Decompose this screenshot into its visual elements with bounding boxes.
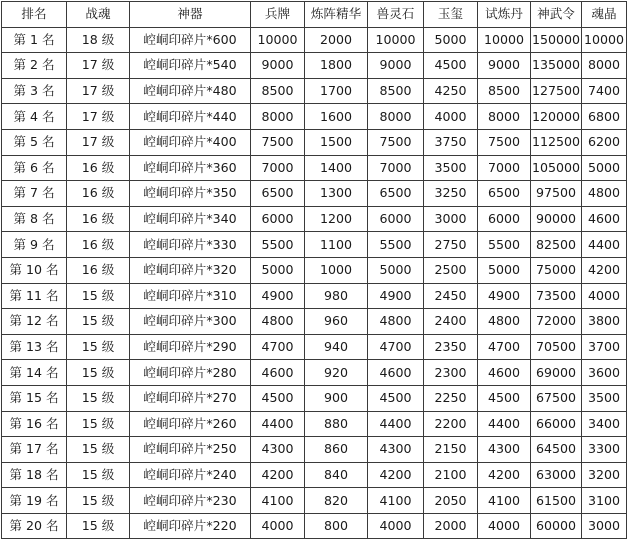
cell-battle-soul: 16 级 [67,232,130,258]
cell-artifact: 崆峒印碎片*250 [130,437,251,463]
cell-trial-pill: 6000 [478,206,531,232]
cell-soldier-token: 4900 [251,283,305,309]
cell-beast-spirit-stone: 4200 [368,462,424,488]
cell-beast-spirit-stone: 4100 [368,488,424,514]
cell-divine-order: 64500 [531,437,582,463]
cell-jade-seal: 3000 [424,206,478,232]
cell-soul-crystal: 3300 [582,437,627,463]
table-row [2,437,627,463]
cell-formation-essence: 1300 [305,181,368,207]
table-row [2,513,627,539]
cell-trial-pill: 4400 [478,411,531,437]
cell-soldier-token: 4700 [251,334,305,360]
cell-soldier-token: 4200 [251,462,305,488]
cell-beast-spirit-stone: 5500 [368,232,424,258]
cell-trial-pill: 4000 [478,513,531,539]
cell-jade-seal: 5000 [424,27,478,53]
cell-battle-soul: 17 级 [67,78,130,104]
cell-trial-pill: 4800 [478,309,531,335]
cell-soldier-token: 4100 [251,488,305,514]
cell-formation-essence: 920 [305,360,368,386]
cell-rank: 第 3 名 [2,78,67,104]
cell-rank: 第 12 名 [2,309,67,335]
cell-rank: 第 2 名 [2,53,67,79]
cell-rank: 第 14 名 [2,360,67,386]
cell-rank: 第 4 名 [2,104,67,130]
cell-soldier-token: 7500 [251,129,305,155]
cell-soldier-token: 8000 [251,104,305,130]
cell-soul-crystal: 6200 [582,129,627,155]
cell-rank: 第 9 名 [2,232,67,258]
cell-soul-crystal: 3200 [582,462,627,488]
cell-artifact: 崆峒印碎片*320 [130,257,251,283]
table-row [2,104,627,130]
cell-formation-essence: 900 [305,385,368,411]
cell-beast-spirit-stone: 8000 [368,104,424,130]
header-rank: 排名 [2,2,67,28]
cell-battle-soul: 15 级 [67,360,130,386]
cell-rank: 第 5 名 [2,129,67,155]
cell-battle-soul: 17 级 [67,104,130,130]
cell-divine-order: 72000 [531,309,582,335]
cell-rank: 第 1 名 [2,27,67,53]
cell-beast-spirit-stone: 4400 [368,411,424,437]
cell-beast-spirit-stone: 4900 [368,283,424,309]
cell-soldier-token: 4800 [251,309,305,335]
cell-artifact: 崆峒印碎片*350 [130,181,251,207]
cell-beast-spirit-stone: 6500 [368,181,424,207]
cell-jade-seal: 2750 [424,232,478,258]
cell-divine-order: 90000 [531,206,582,232]
cell-soldier-token: 5500 [251,232,305,258]
cell-divine-order: 97500 [531,181,582,207]
cell-rank: 第 7 名 [2,181,67,207]
table-row [2,155,627,181]
cell-formation-essence: 1800 [305,53,368,79]
cell-jade-seal: 2350 [424,334,478,360]
cell-artifact: 崆峒印碎片*290 [130,334,251,360]
cell-trial-pill: 4600 [478,360,531,386]
cell-artifact: 崆峒印碎片*360 [130,155,251,181]
cell-artifact: 崆峒印碎片*340 [130,206,251,232]
cell-trial-pill: 7500 [478,129,531,155]
cell-formation-essence: 820 [305,488,368,514]
cell-trial-pill: 6500 [478,181,531,207]
cell-rank: 第 6 名 [2,155,67,181]
cell-beast-spirit-stone: 4300 [368,437,424,463]
cell-soul-crystal: 10000 [582,27,627,53]
cell-rank: 第 13 名 [2,334,67,360]
cell-soul-crystal: 3500 [582,385,627,411]
cell-battle-soul: 16 级 [67,155,130,181]
header-jade-seal: 玉玺 [424,2,478,28]
header-divine-order: 神武令 [531,2,582,28]
table-row [2,129,627,155]
cell-soldier-token: 4500 [251,385,305,411]
cell-jade-seal: 3500 [424,155,478,181]
cell-soldier-token: 4400 [251,411,305,437]
cell-battle-soul: 15 级 [67,334,130,360]
cell-divine-order: 61500 [531,488,582,514]
cell-artifact: 崆峒印碎片*480 [130,78,251,104]
cell-jade-seal: 4500 [424,53,478,79]
cell-rank: 第 17 名 [2,437,67,463]
cell-battle-soul: 15 级 [67,411,130,437]
cell-battle-soul: 17 级 [67,53,130,79]
cell-divine-order: 70500 [531,334,582,360]
cell-soldier-token: 10000 [251,27,305,53]
cell-formation-essence: 1600 [305,104,368,130]
cell-beast-spirit-stone: 5000 [368,257,424,283]
cell-beast-spirit-stone: 4600 [368,360,424,386]
cell-battle-soul: 16 级 [67,206,130,232]
cell-divine-order: 127500 [531,78,582,104]
cell-beast-spirit-stone: 10000 [368,27,424,53]
cell-battle-soul: 15 级 [67,462,130,488]
cell-artifact: 崆峒印碎片*240 [130,462,251,488]
table-header-row [2,2,627,28]
cell-beast-spirit-stone: 4700 [368,334,424,360]
cell-soul-crystal: 8000 [582,53,627,79]
cell-trial-pill: 10000 [478,27,531,53]
cell-jade-seal: 2400 [424,309,478,335]
cell-divine-order: 63000 [531,462,582,488]
cell-jade-seal: 3250 [424,181,478,207]
header-formation-essence: 炼阵精华 [305,2,368,28]
table-row [2,360,627,386]
cell-divine-order: 67500 [531,385,582,411]
cell-soul-crystal: 3600 [582,360,627,386]
cell-artifact: 崆峒印碎片*220 [130,513,251,539]
cell-soul-crystal: 4200 [582,257,627,283]
header-battle-soul: 战魂 [67,2,130,28]
cell-battle-soul: 15 级 [67,488,130,514]
cell-artifact: 崆峒印碎片*540 [130,53,251,79]
table-row [2,488,627,514]
cell-beast-spirit-stone: 4500 [368,385,424,411]
table-row [2,53,627,79]
cell-battle-soul: 15 级 [67,513,130,539]
cell-rank: 第 20 名 [2,513,67,539]
cell-trial-pill: 4700 [478,334,531,360]
cell-battle-soul: 15 级 [67,385,130,411]
cell-jade-seal: 3750 [424,129,478,155]
cell-soul-crystal: 4800 [582,181,627,207]
cell-beast-spirit-stone: 7500 [368,129,424,155]
cell-divine-order: 82500 [531,232,582,258]
cell-battle-soul: 16 级 [67,257,130,283]
cell-soul-crystal: 6800 [582,104,627,130]
header-beast-spirit-stone: 兽灵石 [368,2,424,28]
cell-artifact: 崆峒印碎片*330 [130,232,251,258]
cell-rank: 第 11 名 [2,283,67,309]
header-soldier-token: 兵牌 [251,2,305,28]
cell-divine-order: 150000 [531,27,582,53]
cell-formation-essence: 860 [305,437,368,463]
cell-beast-spirit-stone: 4000 [368,513,424,539]
cell-beast-spirit-stone: 4800 [368,309,424,335]
cell-rank: 第 18 名 [2,462,67,488]
cell-trial-pill: 4900 [478,283,531,309]
table-row [2,232,627,258]
cell-rank: 第 16 名 [2,411,67,437]
cell-jade-seal: 2000 [424,513,478,539]
cell-artifact: 崆峒印碎片*260 [130,411,251,437]
table-row [2,411,627,437]
table-row [2,462,627,488]
cell-battle-soul: 15 级 [67,283,130,309]
cell-soul-crystal: 3400 [582,411,627,437]
cell-jade-seal: 2150 [424,437,478,463]
table-row [2,27,627,53]
cell-jade-seal: 2250 [424,385,478,411]
cell-soldier-token: 4600 [251,360,305,386]
cell-battle-soul: 15 级 [67,309,130,335]
header-soul-crystal: 魂晶 [582,2,627,28]
cell-soul-crystal: 3800 [582,309,627,335]
cell-rank: 第 8 名 [2,206,67,232]
cell-rank: 第 19 名 [2,488,67,514]
cell-divine-order: 69000 [531,360,582,386]
cell-rank: 第 10 名 [2,257,67,283]
cell-soldier-token: 6500 [251,181,305,207]
cell-divine-order: 120000 [531,104,582,130]
cell-beast-spirit-stone: 6000 [368,206,424,232]
cell-soldier-token: 5000 [251,257,305,283]
cell-jade-seal: 4250 [424,78,478,104]
cell-soldier-token: 8500 [251,78,305,104]
cell-formation-essence: 940 [305,334,368,360]
cell-formation-essence: 800 [305,513,368,539]
cell-battle-soul: 15 级 [67,437,130,463]
header-artifact: 神器 [130,2,251,28]
cell-artifact: 崆峒印碎片*230 [130,488,251,514]
cell-trial-pill: 8500 [478,78,531,104]
cell-trial-pill: 4300 [478,437,531,463]
cell-divine-order: 105000 [531,155,582,181]
cell-formation-essence: 840 [305,462,368,488]
table-row [2,181,627,207]
cell-divine-order: 60000 [531,513,582,539]
cell-artifact: 崆峒印碎片*440 [130,104,251,130]
cell-artifact: 崆峒印碎片*300 [130,309,251,335]
cell-jade-seal: 2100 [424,462,478,488]
page [0,1,627,551]
cell-trial-pill: 9000 [478,53,531,79]
cell-trial-pill: 4100 [478,488,531,514]
cell-formation-essence: 960 [305,309,368,335]
cell-jade-seal: 4000 [424,104,478,130]
cell-divine-order: 66000 [531,411,582,437]
cell-trial-pill: 8000 [478,104,531,130]
table-row [2,257,627,283]
table-row [2,78,627,104]
cell-jade-seal: 2450 [424,283,478,309]
cell-soldier-token: 9000 [251,53,305,79]
cell-trial-pill: 7000 [478,155,531,181]
cell-soul-crystal: 7400 [582,78,627,104]
cell-formation-essence: 1200 [305,206,368,232]
cell-formation-essence: 980 [305,283,368,309]
cell-soldier-token: 7000 [251,155,305,181]
cell-trial-pill: 5000 [478,257,531,283]
cell-jade-seal: 2300 [424,360,478,386]
cell-soul-crystal: 3100 [582,488,627,514]
cell-trial-pill: 4500 [478,385,531,411]
cell-formation-essence: 1000 [305,257,368,283]
cell-jade-seal: 2200 [424,411,478,437]
cell-soul-crystal: 3000 [582,513,627,539]
cell-battle-soul: 18 级 [67,27,130,53]
cell-artifact: 崆峒印碎片*270 [130,385,251,411]
cell-artifact: 崆峒印碎片*400 [130,129,251,155]
cell-formation-essence: 1700 [305,78,368,104]
cell-rank: 第 15 名 [2,385,67,411]
table-row [2,309,627,335]
cell-battle-soul: 16 级 [67,181,130,207]
cell-formation-essence: 1400 [305,155,368,181]
cell-beast-spirit-stone: 7000 [368,155,424,181]
cell-jade-seal: 2050 [424,488,478,514]
cell-artifact: 崆峒印碎片*600 [130,27,251,53]
cell-divine-order: 75000 [531,257,582,283]
cell-artifact: 崆峒印碎片*280 [130,360,251,386]
cell-beast-spirit-stone: 9000 [368,53,424,79]
cell-beast-spirit-stone: 8500 [368,78,424,104]
cell-soldier-token: 4000 [251,513,305,539]
cell-soldier-token: 6000 [251,206,305,232]
cell-divine-order: 73500 [531,283,582,309]
header-trial-pill: 试炼丹 [478,2,531,28]
cell-soldier-token: 4300 [251,437,305,463]
cell-divine-order: 135000 [531,53,582,79]
table-row [2,385,627,411]
cell-jade-seal: 2500 [424,257,478,283]
cell-formation-essence: 2000 [305,27,368,53]
table-row [2,334,627,360]
cell-soul-crystal: 5000 [582,155,627,181]
cell-artifact: 崆峒印碎片*310 [130,283,251,309]
cell-formation-essence: 1500 [305,129,368,155]
cell-soul-crystal: 3700 [582,334,627,360]
cell-trial-pill: 4200 [478,462,531,488]
cell-soul-crystal: 4000 [582,283,627,309]
table-row [2,283,627,309]
cell-soul-crystal: 4400 [582,232,627,258]
cell-soul-crystal: 4600 [582,206,627,232]
cell-trial-pill: 5500 [478,232,531,258]
ranking-reward-table [1,1,627,539]
cell-divine-order: 112500 [531,129,582,155]
cell-formation-essence: 1100 [305,232,368,258]
cell-battle-soul: 17 级 [67,129,130,155]
cell-formation-essence: 880 [305,411,368,437]
table-row [2,206,627,232]
